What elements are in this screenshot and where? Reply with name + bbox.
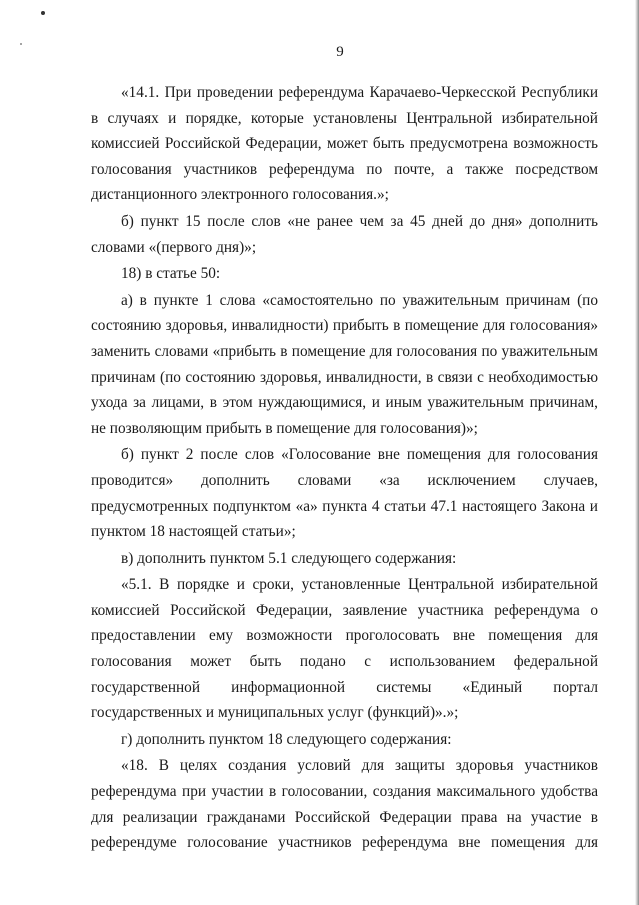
paragraph: в) дополнить пунктом 5.1 следующего содержания:	[121, 549, 457, 567]
paragraph: г) дополнить пунктом 18 следующего содержания:	[121, 730, 452, 748]
paragraph: «5.1. В порядке и сроки, установленные Центральной избирательной комиссией Российской Федерации, заявление участника референдума о предоставлении ему возможности проголосовать вне помещения для голосования может быть подано с использованием федеральной государственной информационной системы «Единый портал государственных и муниципальных услуг (функций)».»;	[91, 576, 598, 722]
page-number: 9	[336, 44, 344, 60]
scan-speck	[41, 11, 45, 15]
paragraph: а) в пункте 1 слова «самостоятельно по уважительным причинам (по состоянию здоровья, инвалидности) прибыть в помещение для голосования» заменить словами «прибыть в помещение для голосования по уважительным причинам (по состоянию здоровья, инвалидности, в связи с необходимостью ухода за лицами, в этом нуждающимися, и иным уважительным причинам, не позволяющим прибыть в помещение для голосования)»;	[91, 291, 598, 437]
paragraph: «18. В целях создания условий для защиты здоровья участников референдума при участии в голосовании, создания максимального удобства для реализации гражданами Российской Федерации права на участие в референдуме голосование участников референдума вне помещения для	[91, 757, 598, 852]
paragraph: б) пункт 15 после слов «не ранее чем за 45 дней до дня» дополнить словами «(первого дня)»;	[91, 212, 598, 256]
paragraph: б) пункт 2 после слов «Голосование вне помещения для голосования проводится» дополнить словами «за исключением случаев, предусмотренных подпунктом «а» пункта 4 статьи 47.1 настоящего Закона и пунктом 18 настоящей статьи»;	[91, 446, 598, 541]
paragraph: 18) в статье 50:	[121, 265, 221, 283]
scan-edge	[635, 0, 639, 905]
paragraph: «14.1. При проведении референдума Карачаево-Черкесской Республики в случаях и порядке, которые установлены Центральной избирательной комиссией Российской Федерации, может быть предусмотрена возможность голосования участников референдума по почте, а также посредством дистанционного электронного голосования.»;	[91, 84, 598, 204]
document-body	[91, 80, 598, 857]
